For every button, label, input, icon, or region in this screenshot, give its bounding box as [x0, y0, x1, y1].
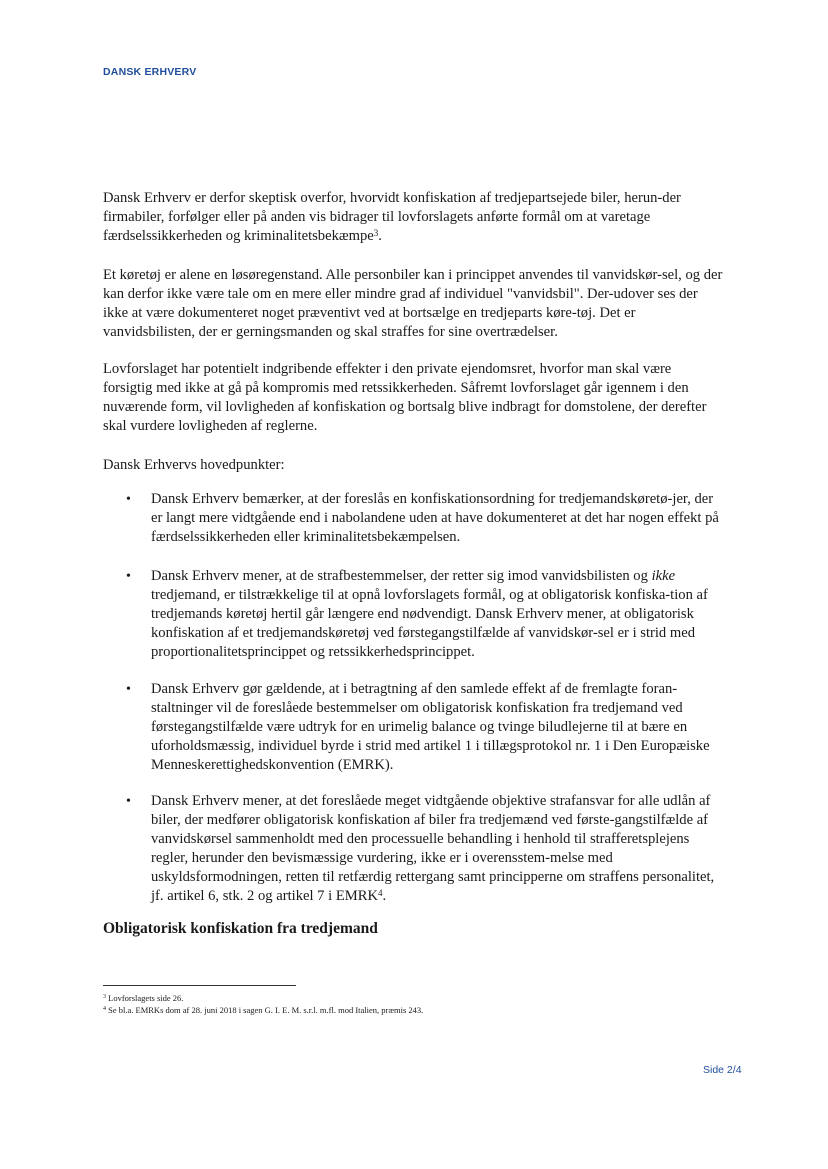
bullet-text: Dansk Erhverv mener, at det foreslåede meget vidtgående objektive strafansvar for alle udlån af biler, der medfører obligatorisk konfiskation af biler fra tredjemænd ved første-gangstilfælde af vanvidskørsel sammenholdt med den processuelle behandling i henhold til strafferetsplejens regler, herunder den bevismæssige vurdering, ikke er i overensstem-melse med uskyldsformodningen, retten til retfærdig rettergang samt principperne om straffens personalitet, jf. artikel 6, stk. 2 og artikel 7 i EMRK [151, 793, 715, 904]
footnote-2 [103, 1005, 423, 1016]
section-heading: Obligatorisk konfiskation fra tredjemand [103, 920, 378, 937]
footnote-ref[interactable]: 3 [373, 228, 379, 238]
footnote-mark: 4 [103, 1006, 106, 1012]
footnote-text: Lovforslagets side 26. [108, 993, 184, 1003]
bullet-text: Dansk Erhverv mener, at de strafbestemmelser, der retter sig imod vanvidsbilisten og [151, 568, 652, 584]
paragraph-vehicle: Et køretøj er alene en løsøregenstand. Alle personbiler kan i princippet anvendes til vanvidskør-sel, og der kan derfor ikke være tale om en mere eller mindre grad af individuel "vanvidsbil". Der-udover ses der ikke at være dokumenteret noget præventivt ved at bortsælge en tredjeparts køre-tøj. Det er vanvidsbilisten, der er gerningsmanden og skal straffes for sine overtrædelser. [103, 267, 723, 340]
footnote-text: Se bl.a. EMRKs dom af 28. juni 2018 i sagen G. I. E. M. s.r.l. m.fl. mod Italien, præmis 243. [108, 1005, 424, 1015]
bullet-glyph: • [126, 492, 131, 507]
paragraph-property-rights: Lovforslaget har potentielt indgribende effekter i den private ejendomsret, hvorfor man skal være forsigtig med ikke at gå på kompromis med retssikkerheden. Såfremt lovforslaget går igennem i den nuværende form, vil lovligheden af konfiskation og bortsalg blive indbragt for domstolene, der derefter skal vurdere lovligheden af reglerne. [103, 361, 707, 434]
footnote-1 [103, 993, 183, 1004]
footnote-divider [103, 985, 296, 986]
paragraph-text: Dansk Erhverv er derfor skeptisk overfor, hvorvidt konfiskation af tredjepartsejede biler, herun-der firmabiler, forfølger eller på anden vis bidrager til lovforslagets anførte formål om at varetage færdselssikkerheden og kriminalitetsbekæmpe [103, 190, 681, 244]
bullet-item-2 [151, 567, 726, 662]
bullet-text-end: . [382, 888, 387, 904]
footnote-mark: 3 [103, 994, 106, 1000]
bullet-glyph: • [126, 569, 131, 584]
bullet-emphasis: ikke [651, 568, 676, 584]
bullet-glyph: • [126, 794, 131, 809]
bullet-item-1: Dansk Erhverv bemærker, at der foreslås en konfiskationsordning for tredjemandskøretø-jer, der er langt mere vidtgående end i nabolandene uden at have dokumenteret at det har nogen effekt på færdselssikkerheden eller kriminalitetsbekæmpelsen. [151, 491, 719, 545]
header-brand: DANSK ERHVERV [103, 66, 197, 78]
paragraph-main-points-intro: Dansk Erhvervs hovedpunkter: [103, 457, 285, 473]
bullet-item-3: Dansk Erhverv gør gældende, at i betragtning af den samlede effekt af de fremlagte foran-staltninger vil de foreslåede bestemmelser om obligatorisk konfiskation fra tredjemand ved førstegangstilfælde være udtryk for en urimelig balance og tvinge biludlejerne til at bære en uforholdsmæssig, individuel byrde i strid med artikel 1 i tillægsprotokol nr. 1 i Den Europæiske Menneskerettighedskonvention (EMRK). [151, 681, 710, 773]
bullet-glyph: • [126, 682, 131, 697]
bullet-text: tredjemand, er tilstrækkelige til at opnå lovforslagets formål, og at obligatorisk konfiska-tion af tredjemands køretøj hertil går længere end nødvendigt. Dansk Erhverv mener, at obligatorisk konfiskation af et tredjemandskøretøj ved førstegangstilfælde af vanvidskør-sel er i strid med proportionalitetsprincippet og retssikkerhedsprincippet. [151, 587, 708, 660]
paragraph-skeptical: Dansk Erhverv er derfor skeptisk overfor, hvorvidt konfiskation af tredjepartsejede biler, herun-der firmabiler, forfølger eller på anden vis bidrager til lovforslagets anførte formål om at varetage færdselssikkerheden og kriminalitetsbekæmpe$^3$. [103, 190, 681, 244]
page-number: Side 2/4 [703, 1064, 742, 1076]
bullet-item-4 [151, 792, 726, 906]
footnote-ref[interactable]: 4 [377, 888, 383, 898]
